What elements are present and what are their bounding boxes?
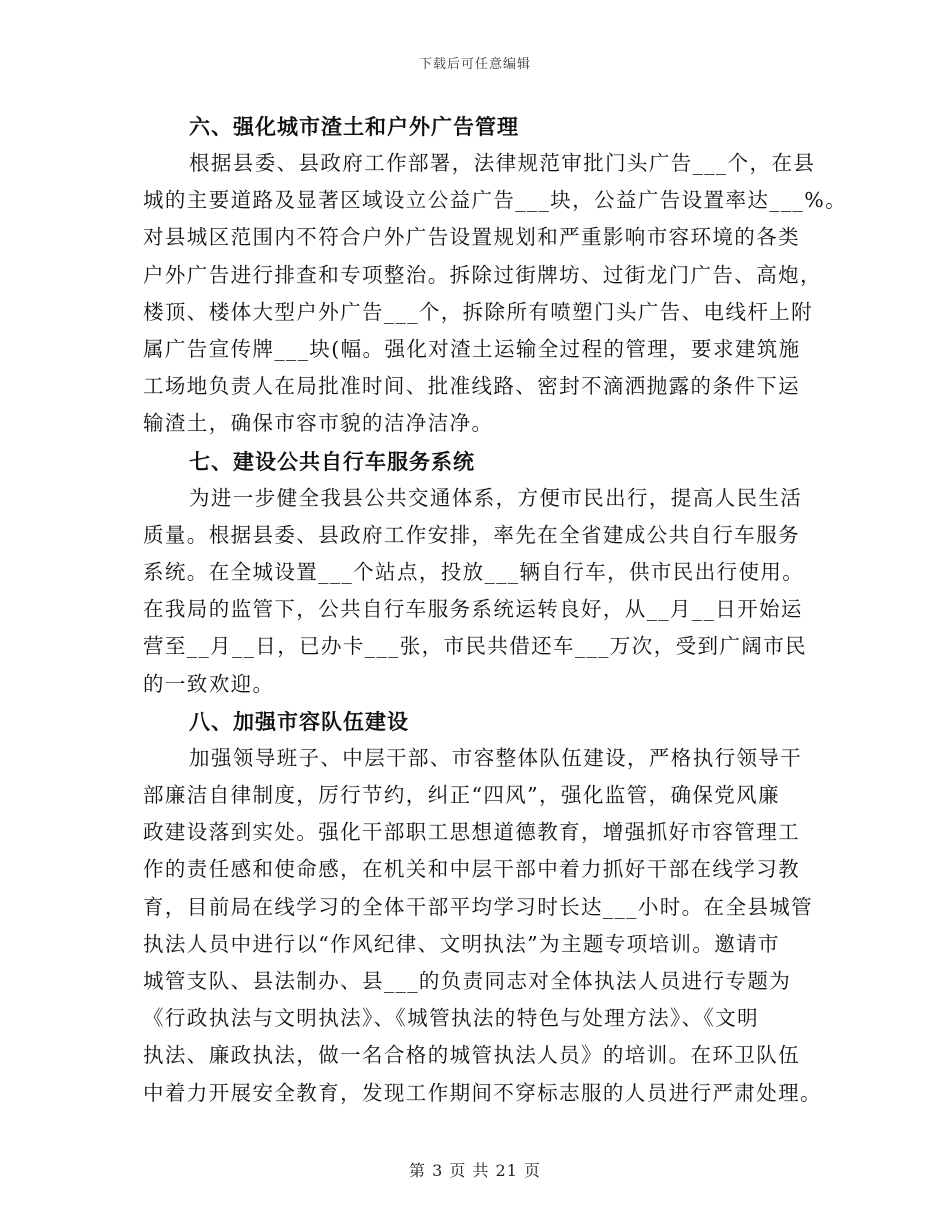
section-7 [143,443,811,703]
paragraph-line: 属广告宣传牌___块(幅。强化对渣土运输全过程的管理，要求建筑施 [143,337,801,362]
paragraph-line: 育，目前局在线学习的全体干部平均学习时长达___小时。在全县城管 [143,894,814,919]
paragraph-line: 作的责任感和使命感，在机关和中层干部中着力抓好干部在线学习教 [143,857,800,882]
paragraph-line: 为进一步健全我县公共交通体系，方便市民出行，提高人民生活 [189,485,803,510]
paragraph-line: 质量。根据县委、县政府工作安排，率先在全省建成公共自行车服务 [143,522,800,547]
page-footer: 第 3 页 共 21 页 [409,1161,541,1180]
section-8 [143,703,822,1112]
paragraph-line: 《行政执法与文明执法》、《城管执法的特色与处理方法》、《文明 [143,1006,759,1031]
paragraph-line: 中着力开展安全教育，发现工作期间不穿标志服的人员进行严肃处理。 [143,1080,822,1105]
paragraph-line: 的一致欢迎。 [143,671,275,696]
paragraph-line: 营至__月__日，已办卡___张，市民共借还车___万次，受到广阔市民 [143,634,807,659]
document-body [143,108,847,1112]
paragraph-line: 输渣土，确保市容市貌的洁净洁净。 [143,411,494,436]
paragraph-line: 政建设落到实处。强化干部职工思想道德教育，增强抓好市容管理工 [143,820,800,845]
section-6 [143,108,847,443]
section-heading: 七、建设公共自行车服务系统 [189,448,475,474]
paragraph-line: 加强领导班子、中层干部、市容整体队伍建设，严格执行领导干 [189,745,803,770]
paragraph-line: 执法、廉政执法，做一名合格的城管执法人员》的培训。在环卫队伍 [143,1043,800,1068]
paragraph-line: 执法人员中进行以“作风纪律、文明执法”为主题专项培训。邀请市 [143,931,780,956]
paragraph-line: 楼顶、楼体大型户外广告___个，拆除所有喷塑门头广告、电线杆上附 [143,299,814,324]
paragraph-line: 城管支队、县法制办、县___的负责同志对全体执法人员进行专题为 [143,969,792,994]
paragraph-line: 户外广告进行排查和专项整治。拆除过街牌坊、过街龙门广告、高炮， [143,262,822,287]
paragraph-line: 城的主要道路及显著区域设立公益广告___块，公益广告设置率达___%。 [143,188,847,213]
page-header: 下载后可任意编辑 [418,57,531,72]
paragraph-line: 系统。在全城设置___个站点，投放___辆自行车，供市民出行使用。 [143,560,805,585]
paragraph-line: 在我局的监管下，公共自行车服务系统运转良好，从__月__日开始运 [143,597,803,622]
paragraph-line: 工场地负责人在局批准时间、批准线路、密封不滴洒抛露的条件下运 [143,374,800,399]
section-heading: 八、加强市容队伍建设 [189,708,409,734]
section-heading: 六、强化城市渣土和户外广告管理 [189,114,519,139]
paragraph-line: 对县城区范围内不符合户外广告设置规划和严重影响市容环境的各类 [143,225,800,250]
paragraph-line: 根据县委、县政府工作部署，法律规范审批门头广告___个，在县 [189,151,816,175]
paragraph-line: 部廉洁自律制度，厉行节约，纠正“四风”，强化监管，确保党风廉 [143,783,780,808]
